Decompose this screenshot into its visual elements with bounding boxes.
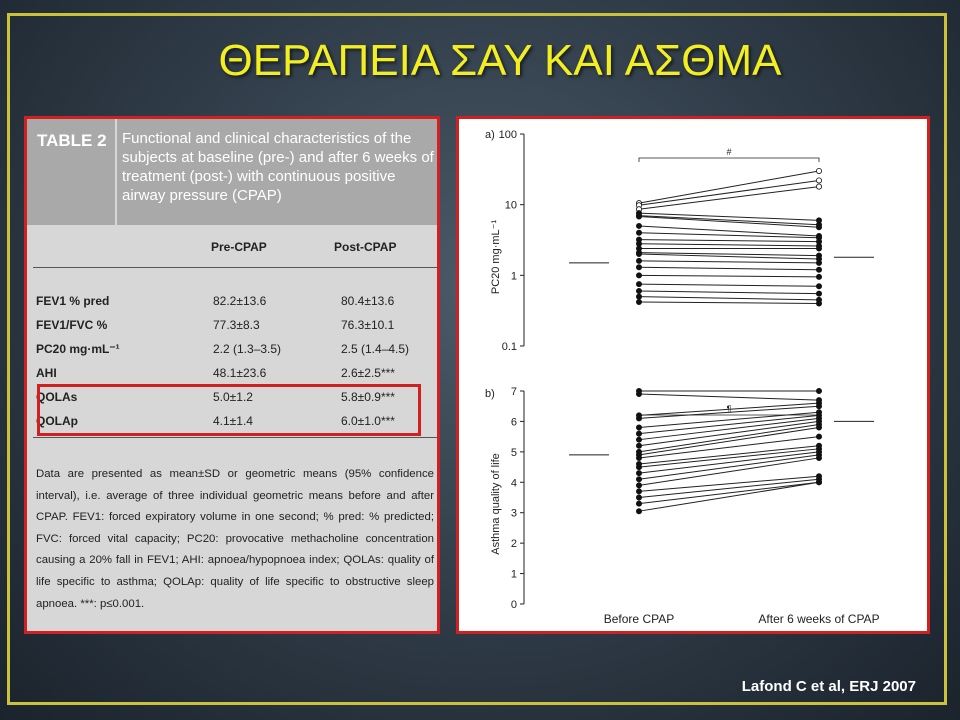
citation: Lafond C et al, ERJ 2007 <box>741 678 916 695</box>
table-divider <box>33 437 438 438</box>
cell-pre: 5.0±1.2 <box>213 390 253 404</box>
col-header-pre: Pre-CPAP <box>211 240 267 254</box>
table-panel <box>24 116 440 634</box>
pair-line-a <box>639 240 819 242</box>
point-before-a <box>636 258 641 263</box>
point-after-a <box>816 168 821 173</box>
point-after-a <box>816 284 821 289</box>
x-label-after: After 6 weeks of CPAP <box>758 612 880 626</box>
pair-line-a <box>639 302 819 303</box>
cell-pre: 2.2 (1.3–3.5) <box>213 342 282 356</box>
y-tick-label-a: 1 <box>510 270 517 283</box>
point-after-b <box>816 480 821 485</box>
pair-line-a <box>639 267 819 269</box>
table-header-divider <box>115 119 117 225</box>
row-label: PC20 mg·mL⁻¹ <box>36 342 120 356</box>
cell-pre: 82.2±13.6 <box>213 294 267 308</box>
point-before-b <box>636 443 641 448</box>
point-before-a <box>636 230 641 235</box>
point-after-a <box>816 274 821 279</box>
qol-highlight-box <box>37 384 421 436</box>
point-before-a <box>636 294 641 299</box>
pair-line-b <box>639 449 819 467</box>
significance-bracket-a <box>639 158 819 162</box>
point-before-b <box>636 455 641 460</box>
panel-label-b: b) <box>485 388 495 400</box>
cell-post: 80.4±13.6 <box>341 294 395 308</box>
point-before-a <box>636 288 641 293</box>
point-before-a <box>636 265 641 270</box>
significance-marker-a: # <box>726 147 732 157</box>
row-label: AHI <box>36 366 57 380</box>
cell-pre: 48.1±23.6 <box>213 366 267 380</box>
y-tick-label-a: 100 <box>498 129 517 141</box>
chart-panel <box>456 116 930 634</box>
y-axis-label-a: PC20 mg·mL⁻¹ <box>490 219 502 295</box>
point-after-a <box>816 291 821 296</box>
panel-label-a: a) <box>485 129 495 141</box>
point-before-b <box>636 391 641 396</box>
pair-line-a <box>639 291 819 294</box>
point-before-b <box>636 471 641 476</box>
y-tick-label-a: 0.1 <box>501 341 517 353</box>
point-before-b <box>636 483 641 488</box>
point-after-b <box>816 404 821 409</box>
chart-quality-of-life <box>485 386 874 611</box>
cell-post: 2.6±2.5*** <box>341 366 395 380</box>
pair-line-b <box>639 428 819 455</box>
y-tick-label-b: 3 <box>510 507 517 520</box>
point-before-b <box>636 437 641 442</box>
table-caption: Functional and clinical characteristics of the subjects at baseline (pre-) and after 6 weeks of treatment (post-) with continuous positive airway pressure (CPAP) <box>122 130 434 204</box>
point-before-b <box>636 495 641 500</box>
point-before-b <box>636 489 641 494</box>
y-tick-label-b: 4 <box>510 477 517 490</box>
cell-pre: 4.1±1.4 <box>213 414 253 428</box>
point-before-b <box>636 464 641 469</box>
pair-line-a <box>639 275 819 277</box>
table-footnote: Data are presented as mean±SD or geometric means (95% confidence interval), i.e. average of three individual geometric means before and after CPAP. FEV1: forced expiratory volume in one second; % pred: % predicted; FVC: forced vital capacity; PC20: provocative methacholine concentration causing a 20% fall in FEV1; AHI: apnoea/hypopnoea index; QOLAs: quality of life specific to asthma; QOLAp: quality of life specific to obstructive sleep apnoea. ***: p≤0.001. <box>36 468 434 610</box>
point-before-b <box>636 425 641 430</box>
table-label: TABLE 2 <box>37 131 107 150</box>
point-before-a <box>636 223 641 228</box>
point-before-b <box>636 431 641 436</box>
row-label: FEV1 % pred <box>36 294 110 308</box>
point-after-a <box>816 301 821 306</box>
point-after-b <box>816 388 821 393</box>
point-after-b <box>816 455 821 460</box>
y-tick-label-b: 6 <box>510 416 517 429</box>
y-tick-label-a: 10 <box>504 199 517 212</box>
point-after-a <box>816 260 821 265</box>
point-after-a <box>816 178 821 183</box>
pair-line-a <box>639 284 819 286</box>
paired-charts <box>459 119 927 631</box>
pair-line-b <box>639 476 819 491</box>
row-label: FEV1/FVC % <box>36 318 108 332</box>
pair-line-a <box>639 226 819 236</box>
slide-title: ΘΕΡΑΠΕΙΑ ΣΑΥ ΚΑΙ ΑΣΘΜΑ <box>218 36 782 85</box>
point-before-a <box>636 273 641 278</box>
pair-line-a <box>639 297 819 300</box>
point-before-a <box>636 282 641 287</box>
x-label-before: Before CPAP <box>603 612 675 626</box>
y-tick-label-b: 0 <box>510 599 517 611</box>
pair-line-b <box>639 415 819 433</box>
table-header <box>27 119 438 225</box>
pair-line-b <box>639 479 819 497</box>
point-after-a <box>816 184 821 189</box>
y-tick-label-b: 5 <box>510 446 517 459</box>
point-before-b <box>636 416 641 421</box>
point-after-b <box>816 434 821 439</box>
pair-line-a <box>639 180 819 205</box>
col-header-post: Post-CPAP <box>334 240 397 254</box>
y-tick-label-b: 1 <box>510 568 517 581</box>
pair-line-a <box>639 244 819 246</box>
pair-line-b <box>639 482 819 503</box>
y-axis-label-b: Asthma quality of life <box>490 453 502 555</box>
point-after-a <box>816 246 821 251</box>
pair-line-b <box>639 455 819 479</box>
cell-post: 6.0±1.0*** <box>341 414 395 428</box>
point-before-a <box>636 299 641 304</box>
point-before-b <box>636 501 641 506</box>
cell-post: 2.5 (1.4–4.5) <box>341 342 410 356</box>
point-before-b <box>636 509 641 514</box>
row-label: QOLAs <box>36 390 78 404</box>
point-before-a <box>636 251 641 256</box>
pair-line-b <box>639 482 819 511</box>
point-before-b <box>636 477 641 482</box>
point-after-a <box>816 267 821 272</box>
table-divider <box>33 267 438 268</box>
pair-line-b <box>639 394 819 400</box>
chart-pc20 <box>485 129 874 353</box>
pair-line-a <box>639 217 819 228</box>
y-tick-label-b: 2 <box>510 538 517 551</box>
cell-pre: 77.3±8.3 <box>213 318 260 332</box>
pair-line-a <box>639 261 819 263</box>
y-tick-label-b: 7 <box>510 386 517 398</box>
point-after-a <box>816 225 821 230</box>
pair-line-a <box>639 233 819 238</box>
point-before-a <box>636 214 641 219</box>
row-label: QOLAp <box>36 414 78 428</box>
cell-post: 76.3±10.1 <box>341 318 395 332</box>
cell-post: 5.8±0.9*** <box>341 390 395 404</box>
point-after-b <box>816 425 821 430</box>
